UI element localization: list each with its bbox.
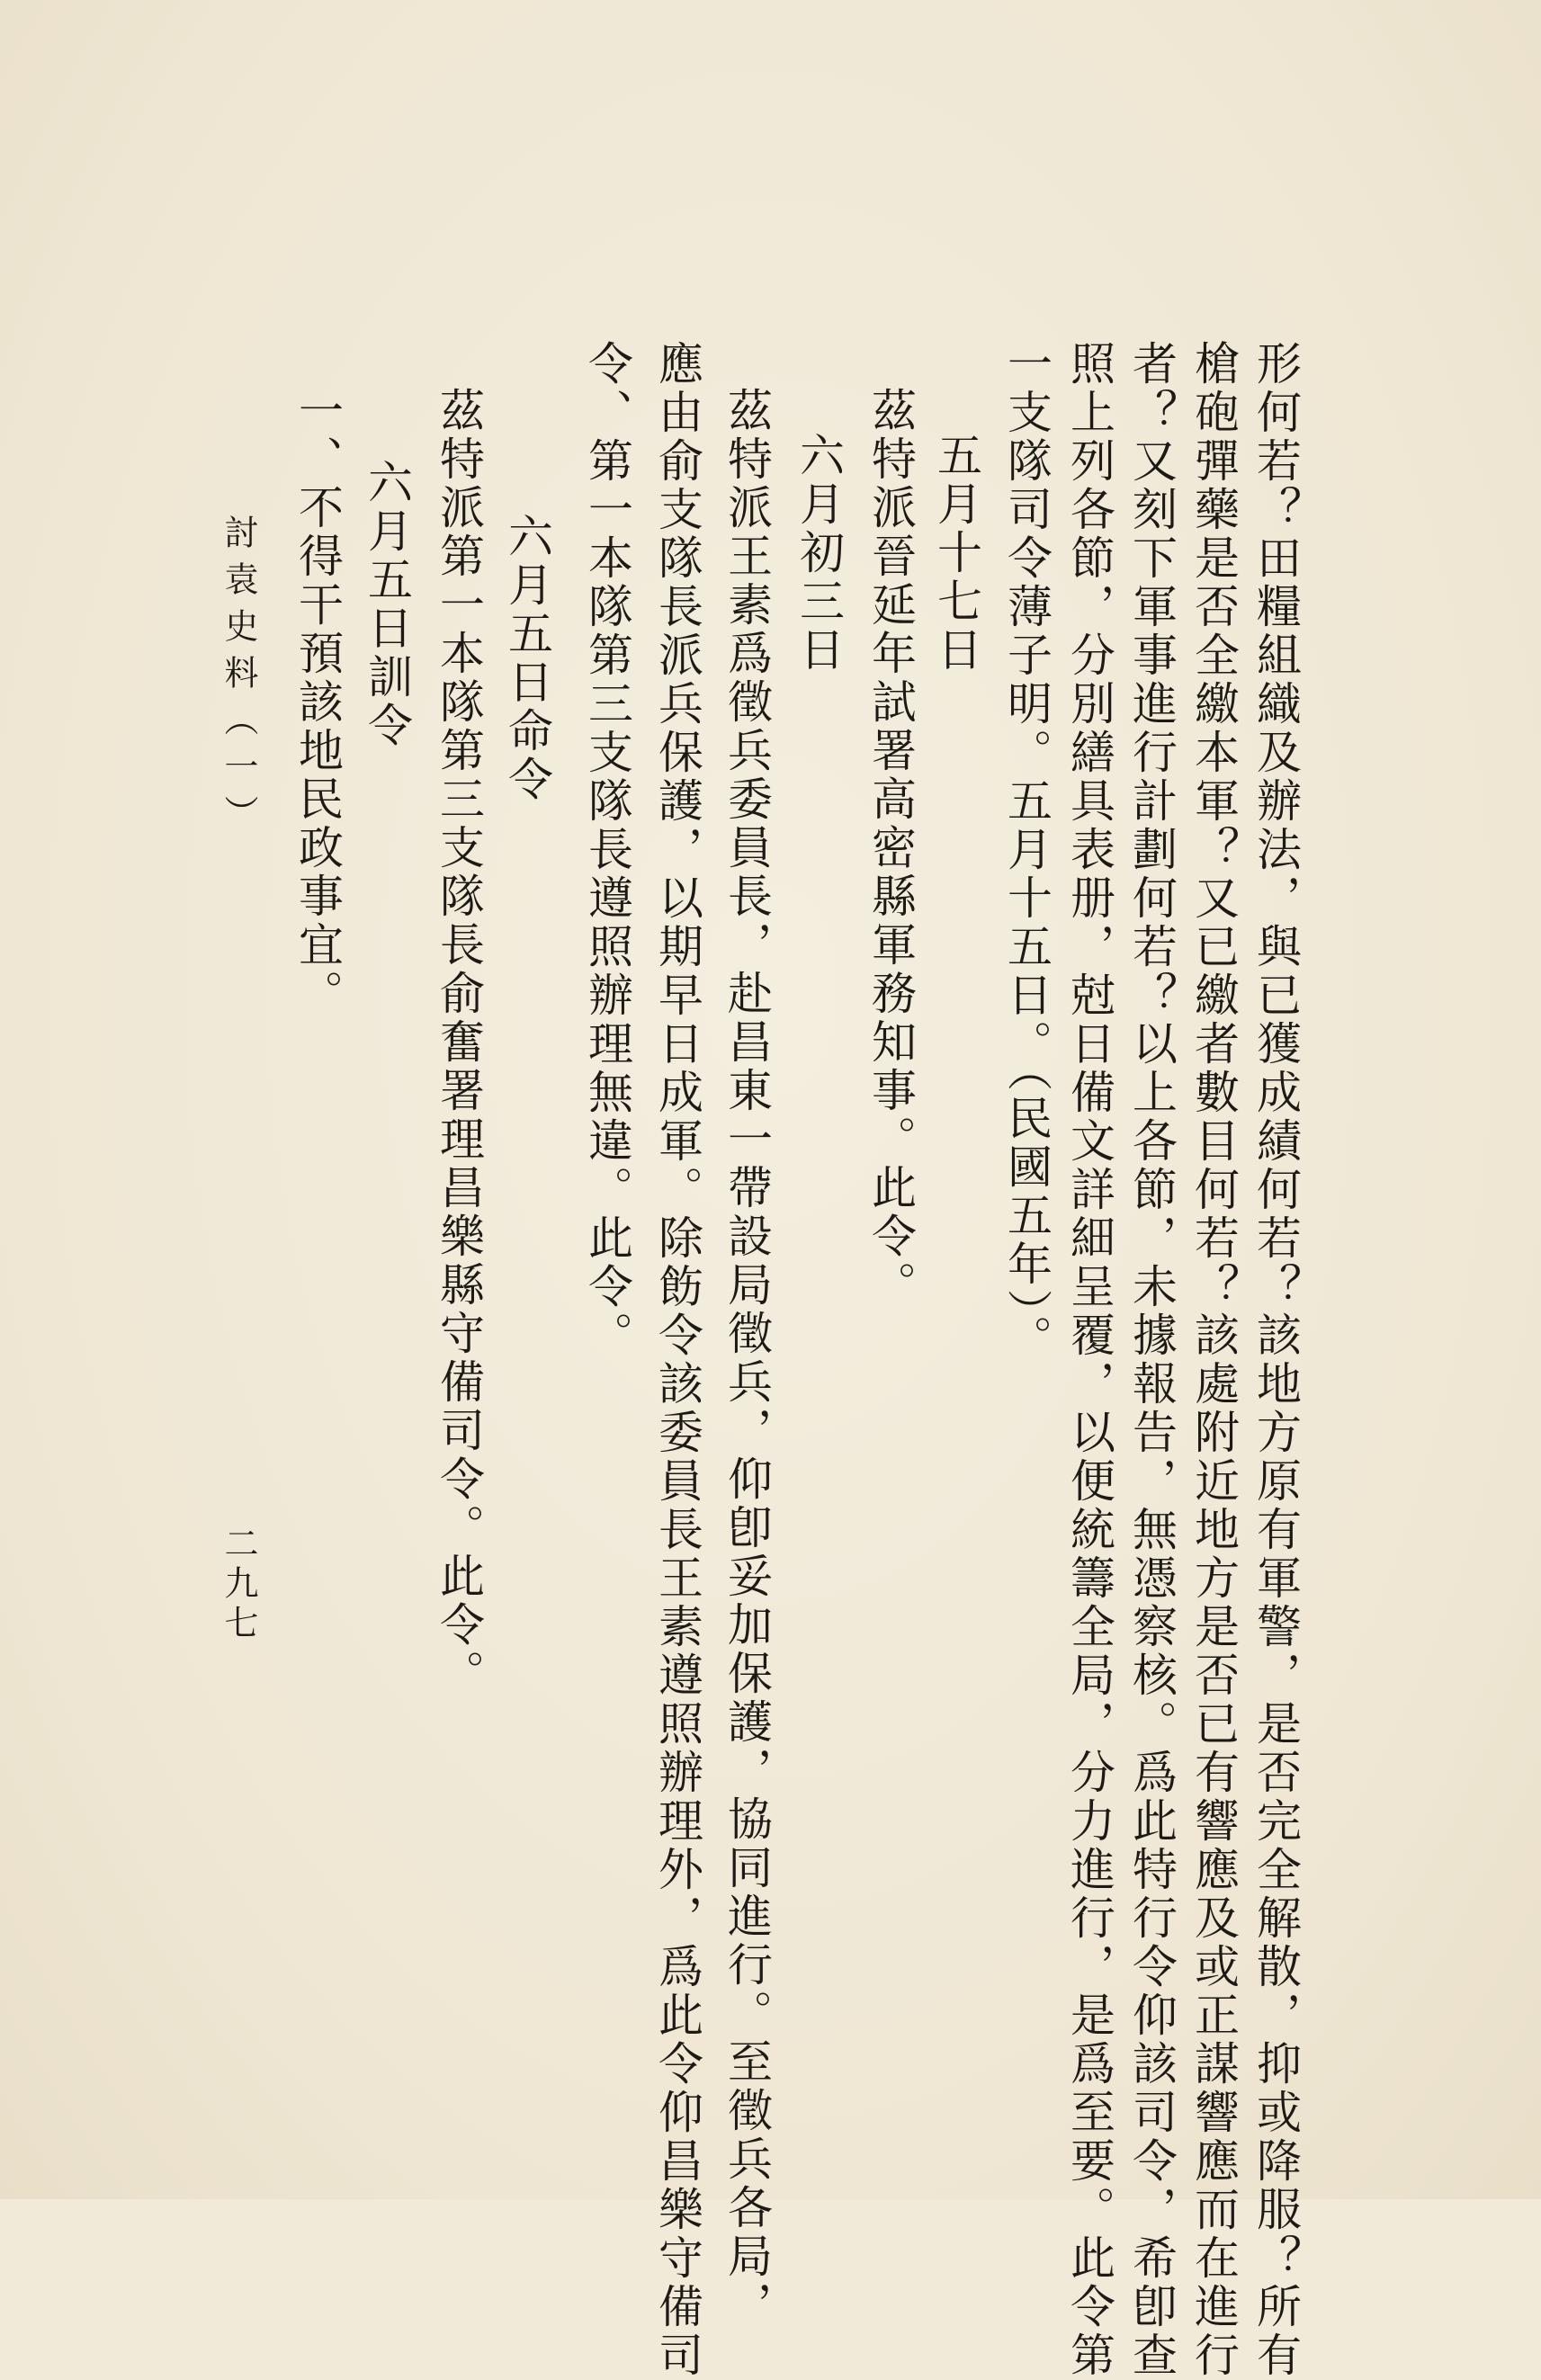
text-line: 應由俞支隊長派兵保護，以期早日成軍。除飭令該委員長王素遵照辦理外，爲此令仰昌樂守備司: [651, 340, 703, 2380]
page-number: 二九七: [219, 1526, 258, 1644]
text-line: 照上列各節，分別繕具表册，尅日備文詳細呈覆，以便統籌全局，分力進行，是爲至要。此令第: [1063, 340, 1115, 2380]
text-line: 槍砲彈藥是否全繳本軍？又已繳者數目何若？該處附近地方是否已有響應及或正謀響應而在進行: [1187, 340, 1240, 2380]
date-heading: 六月初三日: [793, 432, 845, 675]
text-line: 茲特派晉延年試署高密縣軍務知事。此令。: [865, 387, 917, 1310]
text-line: 茲特派王素爲徵兵委員長，赴昌東一帶設局徵兵，仰卽妥加保護，協同進行。至徵兵各局，: [721, 387, 773, 2330]
date-heading: 六月五日命令: [501, 513, 553, 804]
text-line: 形何若？田糧組織及辦法，與已獲成績何若？該地方原有軍警，是否完全解散，抑或降服？所有: [1250, 340, 1302, 2380]
text-line: 一、不得干預該地民政事宜。: [291, 387, 344, 1018]
text-line: 令、第一本隊第三支隊長遵照辦理無違。此令。: [581, 340, 633, 1360]
date-heading: 六月五日訓令: [361, 459, 413, 750]
book-title: 討袁史料（一）: [219, 514, 258, 842]
text-line: 者？又刻下軍事進行計劃何若？以上各節，未據報告，無憑察核。爲此特行令仰該司令，希卽查: [1125, 340, 1178, 2380]
text-line: 一支隊司令薄子明。五月十五日。（民國五年）。: [1000, 340, 1053, 1364]
text-line: 茲特派第一本隊第三支隊長俞奮署理昌樂縣守備司令。此令。: [433, 387, 485, 1698]
date-heading: 五月十七日: [930, 432, 982, 675]
